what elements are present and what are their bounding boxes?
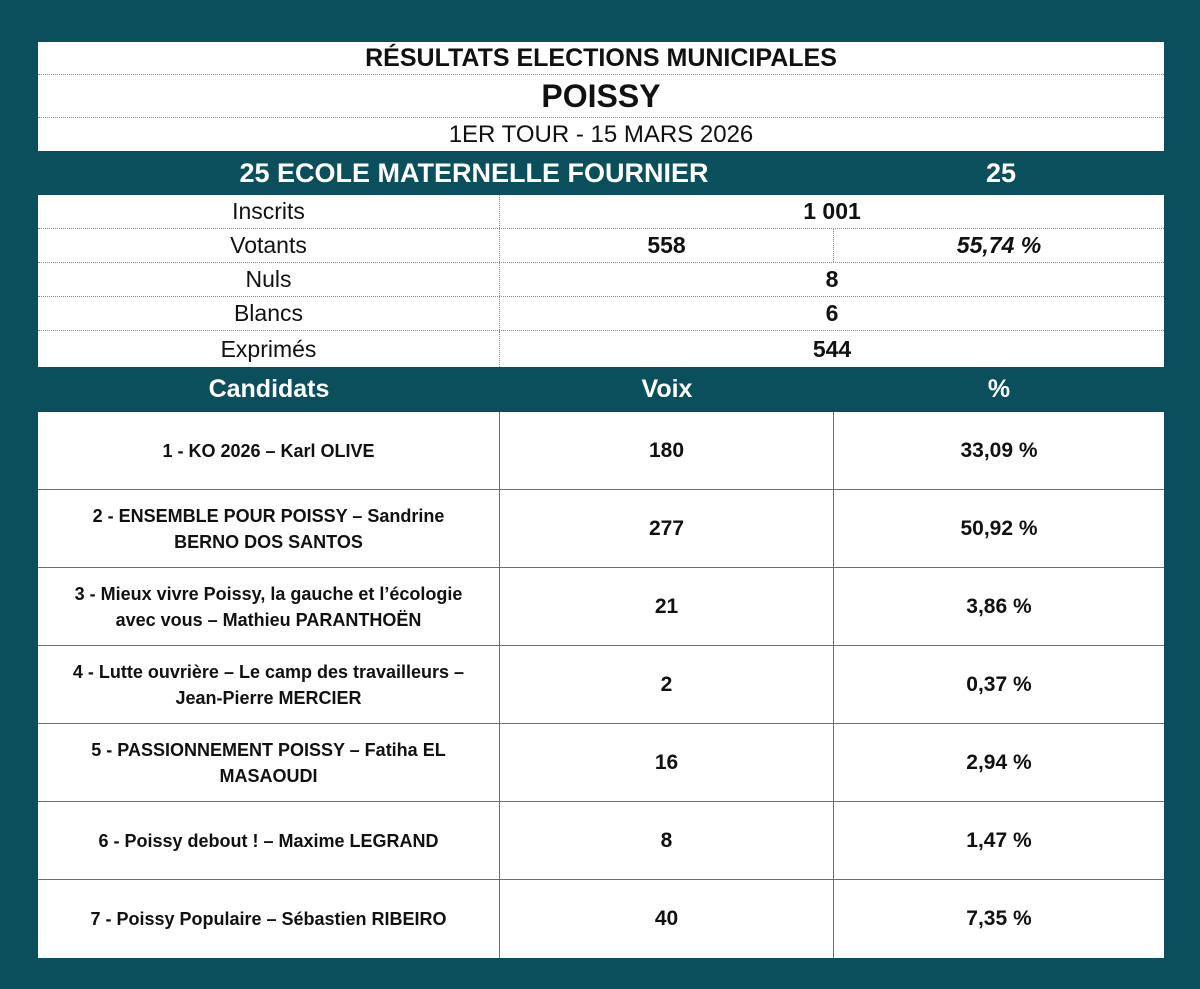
candidate-name-line2: Jean-Pierre MERCIER — [175, 687, 362, 708]
votants-label: Votants — [38, 229, 500, 262]
results-sheet — [38, 42, 1164, 958]
nuls-label: Nuls — [38, 263, 500, 296]
candidate-name — [38, 568, 500, 645]
table-row — [38, 802, 1164, 880]
round-date — [38, 118, 1164, 151]
candidates-table — [38, 412, 1164, 958]
candidate-name-line1: 6 - Poissy debout ! – Maxime LEGRAND — [98, 830, 439, 851]
candidate-name — [38, 412, 500, 489]
candidate-percentage: 2,94 % — [966, 750, 1032, 774]
candidate-name — [38, 802, 500, 879]
candidate-votes: 2 — [500, 646, 834, 723]
candidate-votes: 21 — [500, 568, 834, 645]
candidate-percentage: 1,47 % — [966, 828, 1032, 852]
bureau-number: 25 — [985, 157, 1017, 188]
results-title-text: RÉSULTATS ELECTIONS MUNICIPALES — [365, 43, 837, 72]
blancs-value: 6 — [825, 300, 839, 326]
city-name: POISSY — [541, 77, 661, 114]
column-header-candidats: Candidats — [208, 375, 330, 403]
candidate-percentage: 0,37 % — [966, 672, 1032, 696]
stat-row-inscrits — [38, 195, 1164, 229]
inscrits-label: Inscrits — [38, 195, 500, 228]
nuls-value: 8 — [825, 266, 839, 292]
table-row — [38, 880, 1164, 958]
candidate-votes: 277 — [500, 490, 834, 567]
blancs-label: Blancs — [38, 297, 500, 330]
table-row — [38, 412, 1164, 490]
candidate-name-line1: 7 - Poissy Populaire – Sébastien RIBEIRO — [90, 909, 447, 929]
candidate-name-line1: 2 - ENSEMBLE POUR POISSY – Sandrine — [92, 505, 445, 526]
candidate-votes: 8 — [500, 802, 834, 879]
stat-row-exprimes — [38, 331, 1164, 367]
city-title — [38, 75, 1164, 118]
candidate-percentage: 50,92 % — [960, 516, 1038, 540]
table-row — [38, 490, 1164, 568]
bureau-header — [38, 151, 1164, 195]
stat-row-votants — [38, 229, 1164, 263]
candidate-name-line2: BERNO DOS SANTOS — [174, 531, 363, 552]
candidate-name — [38, 724, 500, 801]
votants-percentage: 55,74 % — [956, 232, 1042, 258]
candidate-name-line1: 3 - Mieux vivre Poissy, la gauche et l’écologie — [74, 583, 463, 604]
exprimes-value: 544 — [812, 335, 852, 362]
inscrits-value: 1 001 — [803, 198, 861, 224]
candidate-name — [38, 880, 500, 958]
exprimes-label: Exprimés — [38, 331, 500, 367]
candidate-name — [38, 646, 500, 723]
candidate-percentage: 33,09 % — [960, 438, 1038, 462]
stat-row-blancs — [38, 297, 1164, 331]
candidate-percentage: 7,35 % — [966, 907, 1032, 930]
table-row — [38, 724, 1164, 802]
results-title — [38, 42, 1164, 75]
candidate-name-line2: MASAOUDI — [219, 765, 318, 786]
candidate-name-line1: 5 - PASSIONNEMENT POISSY – Fatiha EL — [91, 739, 446, 760]
candidate-percentage: 3,86 % — [966, 594, 1032, 618]
column-header-pct: % — [987, 375, 1011, 403]
candidate-votes: 16 — [500, 724, 834, 801]
votants-value: 558 — [500, 229, 834, 262]
round-date-text: 1ER TOUR - 15 MARS 2026 — [448, 120, 754, 148]
candidate-name — [38, 490, 500, 567]
candidate-name-line1: 4 - Lutte ouvrière – Le camp des travailleurs – — [72, 661, 465, 682]
column-header-voix: Voix — [641, 375, 693, 403]
candidates-header — [38, 367, 1164, 412]
candidate-name-line1: 1 - KO 2026 – Karl OLIVE — [162, 440, 375, 461]
candidate-name-line2: avec vous – Mathieu PARANTHOËN — [115, 609, 422, 630]
stat-row-nuls — [38, 263, 1164, 297]
table-row — [38, 646, 1164, 724]
table-row — [38, 568, 1164, 646]
candidate-votes: 40 — [500, 880, 834, 958]
candidate-votes: 180 — [500, 412, 834, 489]
bureau-name: 25 ECOLE MATERNELLE FOURNIER — [239, 157, 709, 188]
